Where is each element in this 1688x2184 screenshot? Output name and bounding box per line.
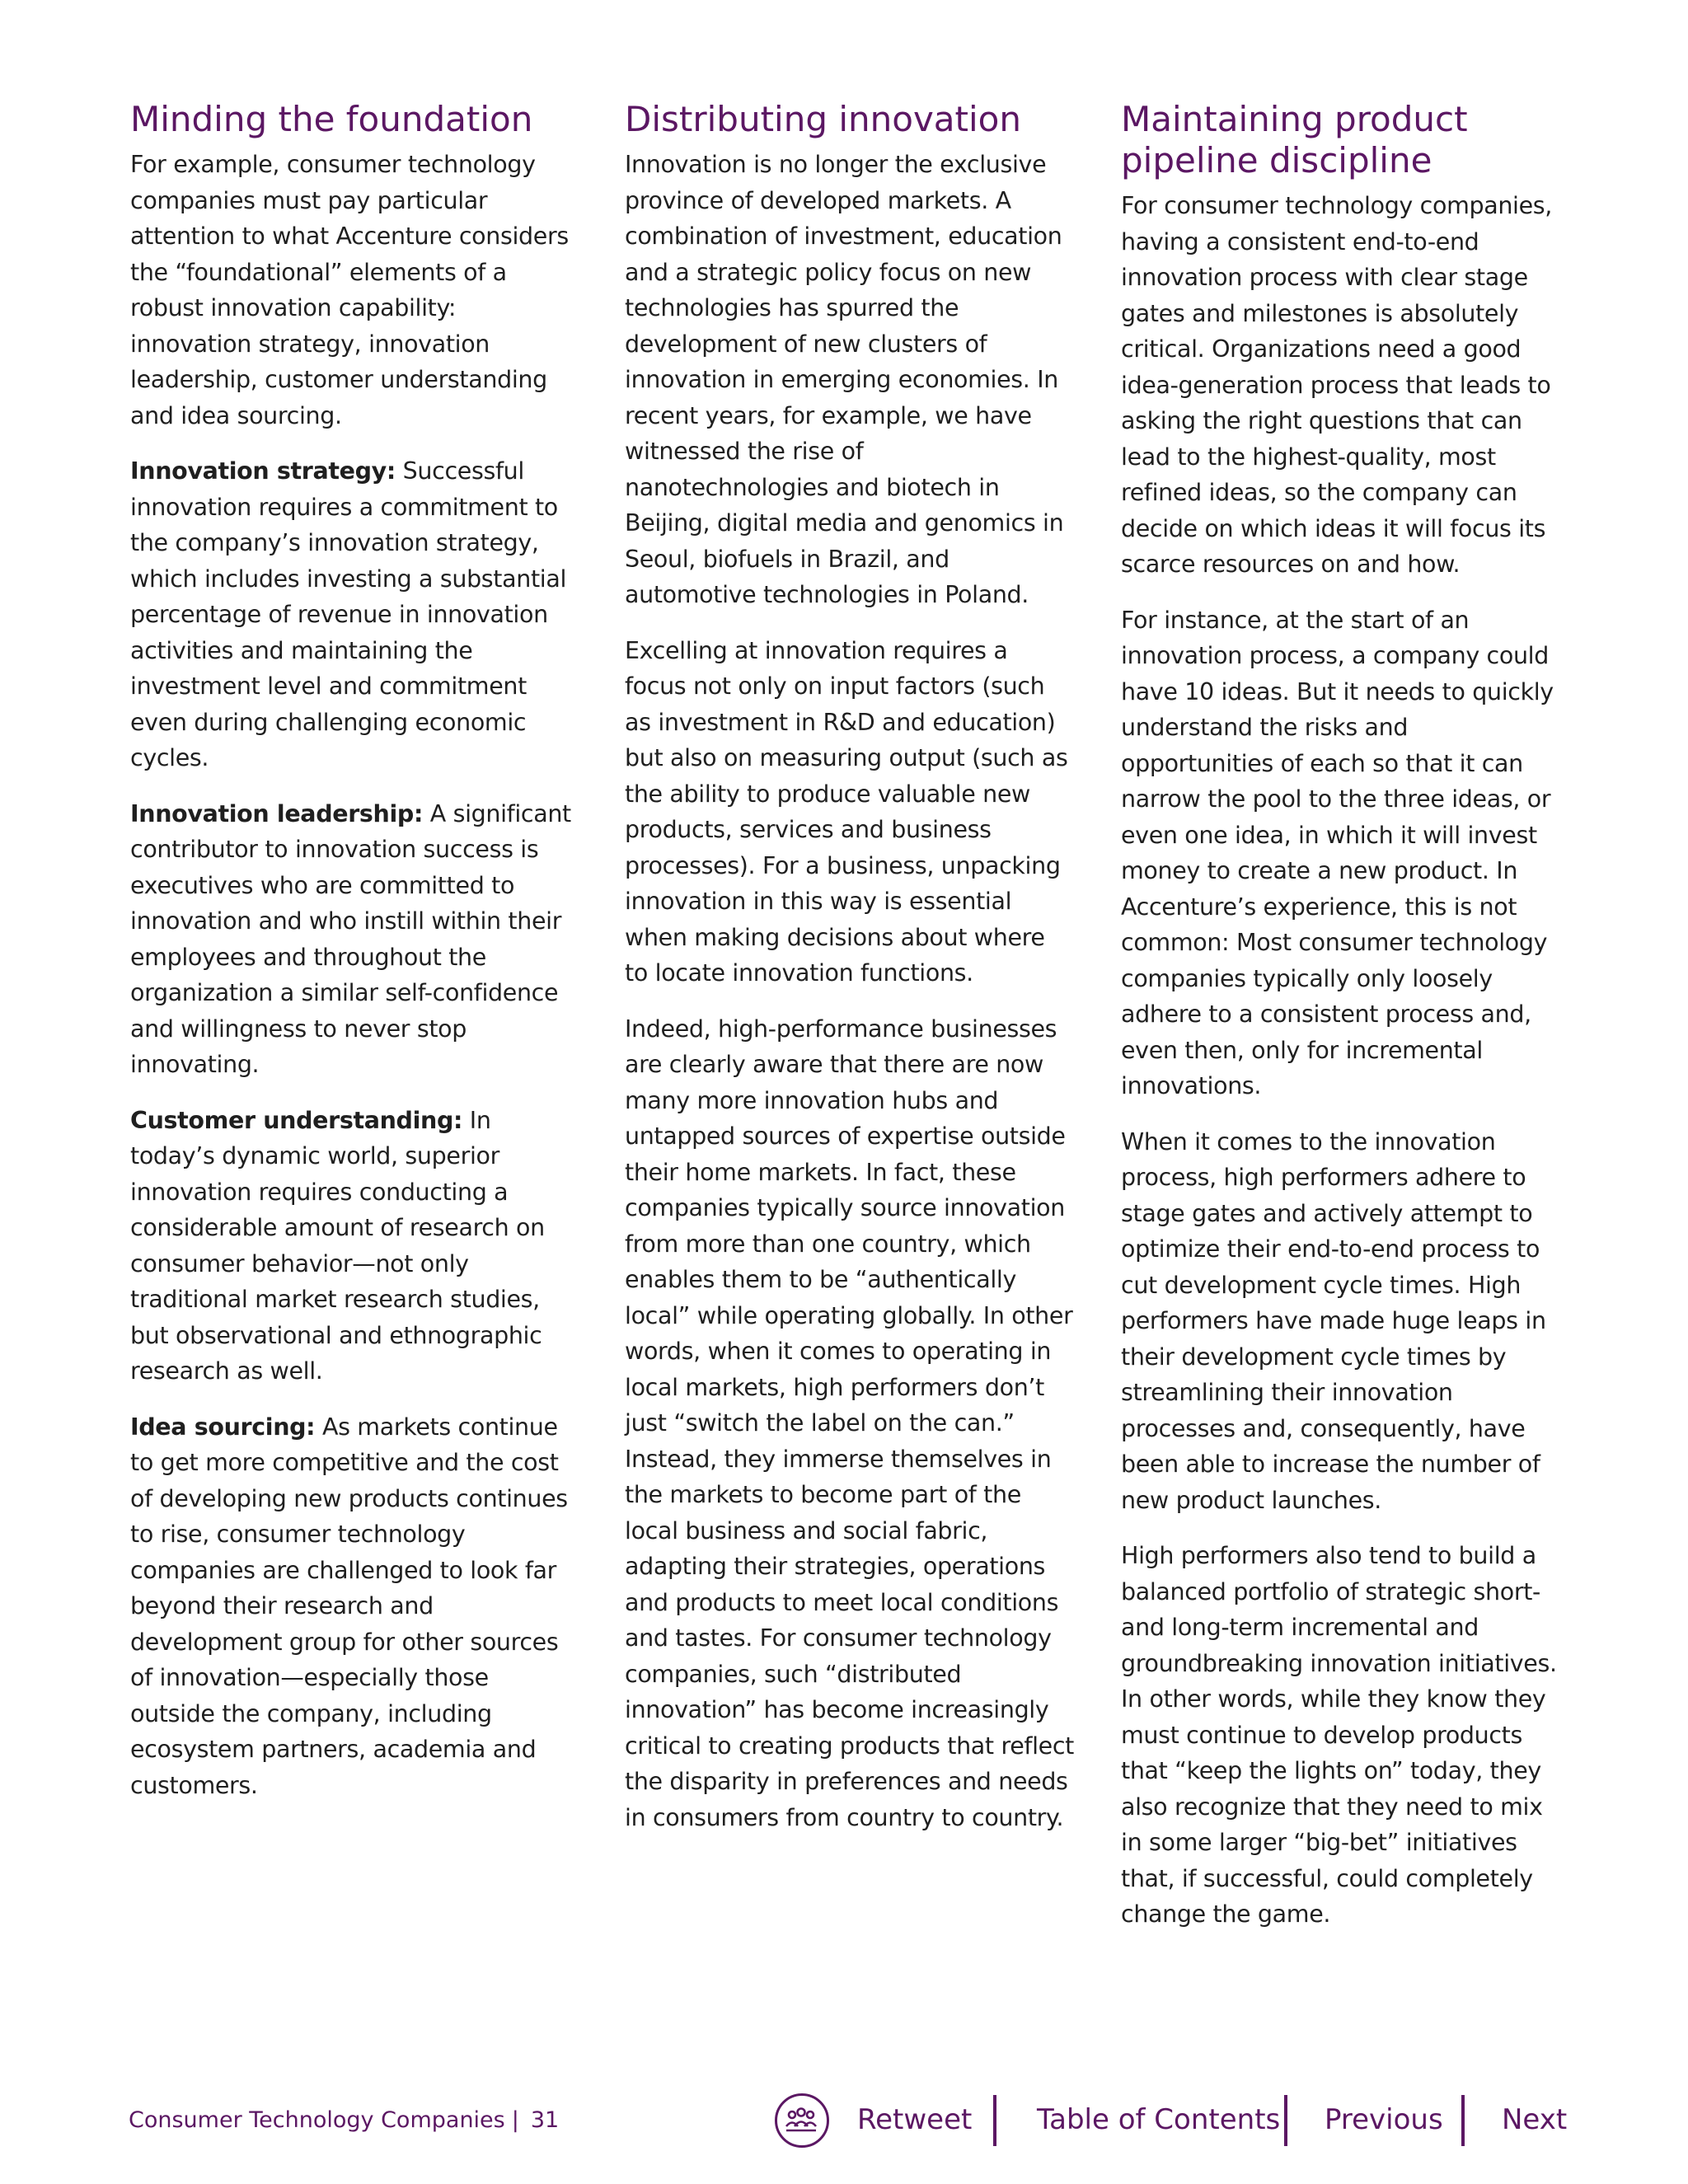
paragraph: Innovation is no longer the exclusive province of developed markets. A combination of investment, education and a strategic policy focus on new technologies has spurred the development of new clusters of innovation in emerging economies. In recent years, for example, we have witnessed the rise of nanotechnologies and biotech in Beijing, digital media and genomics in Seoul, biofuels in Brazil, and automotive technologies in Poland.	[625, 151, 1064, 608]
paragraph: High performers also tend to build a balanced portfolio of strategic short- and long-term incremental and groundbreaking innovation initiatives. In other words, while they know they must continue to develop products that “keep the lights on” today, they also recognize that they need to mix in some larger “big-bet” initiatives that, if successful, could completely change the game.	[1121, 1542, 1557, 1928]
paragraph: Indeed, high-performance businesses are clearly aware that there are now many more innovation hubs and untapped sources of expertise outside their home markets. In fact, these companies typically source innovation from more than one country, which enables them to be “authentically local” while operating globally. In other words, when it comes to operating in local markets, high performers don’t just “switch the label on the can.” Instead, they immerse themselves in the markets to become part of the local business and social fabric, adapting their strategies, operations and products to meet local conditions and tastes. For consumer technology companies, such “distributed innovation” has become increasingly critical to creating products that reflect the disparity in preferences and needs in consumers from country to country.	[625, 1015, 1074, 1831]
next-link[interactable]: Next	[1502, 2103, 1568, 2136]
publication-title: Consumer Technology Companies	[129, 2107, 505, 2133]
people-glyph-icon	[785, 2105, 819, 2138]
retweet-link[interactable]: Retweet	[857, 2103, 973, 2136]
paragraph: Innovation strategy: Successful innovation requires a commitment to the company’s innovation strategy, which includes investing a substantial percentage of revenue in innovation activities and maintaining the investment level and commitment even during challenging economic cycles.	[130, 457, 567, 771]
page-number: 31	[530, 2107, 560, 2133]
paragraph: Customer understanding: In today’s dynamic world, superior innovation requires conducting a considerable amount of research on consumer behavior—not only traditional market research studies, but observational and ethnographic research as well.	[130, 1106, 545, 1385]
paragraph: Innovation leadership: A significant contributor to innovation success is executives who are committed to innovation and who instill within their employees and throughout the organization a similar self-confidence and willingness to never stop innovating.	[130, 799, 571, 1078]
nav-divider	[1461, 2095, 1465, 2146]
section-heading: Distributing innovation	[625, 99, 1021, 139]
paragraph: For instance, at the start of an innovation process, a company could have 10 ideas. But it needs to quickly understand the risks and opportunities of each so that it can narrow the pool to the three ideas, or even one idea, in which it will invest money to create a new product. In Accenture’s experience, this is not common: Most consumer technology companies typically only loosely adhere to a consistent process and, even then, only for incremental innovations.	[1121, 606, 1554, 1099]
column-minding-the-foundation	[130, 99, 575, 1823]
paragraph: For example, consumer technology companies must pay particular attention to what Accenture considers the “foundational” elements of a robust innovation capability: innovation strategy, innovation leadership, customer understanding and idea sourcing.	[130, 151, 569, 429]
paragraph: When it comes to the innovation process, high performers adhere to stage gates and actively attempt to optimize their end-to-end process to cut development cycle times. High performers have made huge leaps in their development cycle times by streamlining their innovation processes and, consequently, have been able to increase the number of new product launches.	[1121, 1127, 1546, 1514]
section-heading: Maintaining product pipeline discipline	[1121, 99, 1468, 180]
footer-separator: |	[511, 2107, 519, 2133]
column-maintaining-product-pipeline-discipline	[1121, 99, 1566, 1952]
paragraph: Excelling at innovation requires a focus not only on input factors (such as investment in R&D and education) but also on measuring output (such as the ability to produce valuable new products, services and business processes). For a business, unpacking innovation in this way is essential when making decisions about where to locate innovation functions.	[625, 636, 1068, 987]
retweet-people-icon[interactable]	[775, 2093, 829, 2148]
paragraph-lead: Innovation leadership:	[130, 799, 423, 827]
publication-footer	[129, 2107, 559, 2133]
page-footer	[0, 2093, 1688, 2159]
table-of-contents-link[interactable]: Table of Contents	[1037, 2103, 1281, 2136]
nav-divider	[993, 2095, 996, 2146]
paragraph: Idea sourcing: As markets continue to get more competitive and the cost of developing new products continues to rise, consumer technology companies are challenged to look far beyond their research and development group for other sources of innovation—especially those outside the company, including ecosystem partners, academia and customers.	[130, 1413, 568, 1799]
paragraph: For consumer technology companies, having a consistent end-to-end innovation process with clear stage gates and milestones is absolutely critical. Organizations need a good idea-generation process that leads to asking the right questions that can lead to the highest-quality, most refined ideas, so the company can decide on which ideas it will focus its scarce resources on and how.	[1121, 192, 1553, 578]
previous-link[interactable]: Previous	[1325, 2103, 1443, 2136]
paragraph-lead: Innovation strategy:	[130, 457, 396, 485]
column-distributing-innovation	[625, 99, 1074, 1855]
section-heading: Minding the foundation	[130, 99, 533, 139]
paragraph-lead: Customer understanding:	[130, 1106, 463, 1134]
paragraph-lead: Idea sourcing:	[130, 1413, 316, 1441]
nav-divider	[1284, 2095, 1287, 2146]
